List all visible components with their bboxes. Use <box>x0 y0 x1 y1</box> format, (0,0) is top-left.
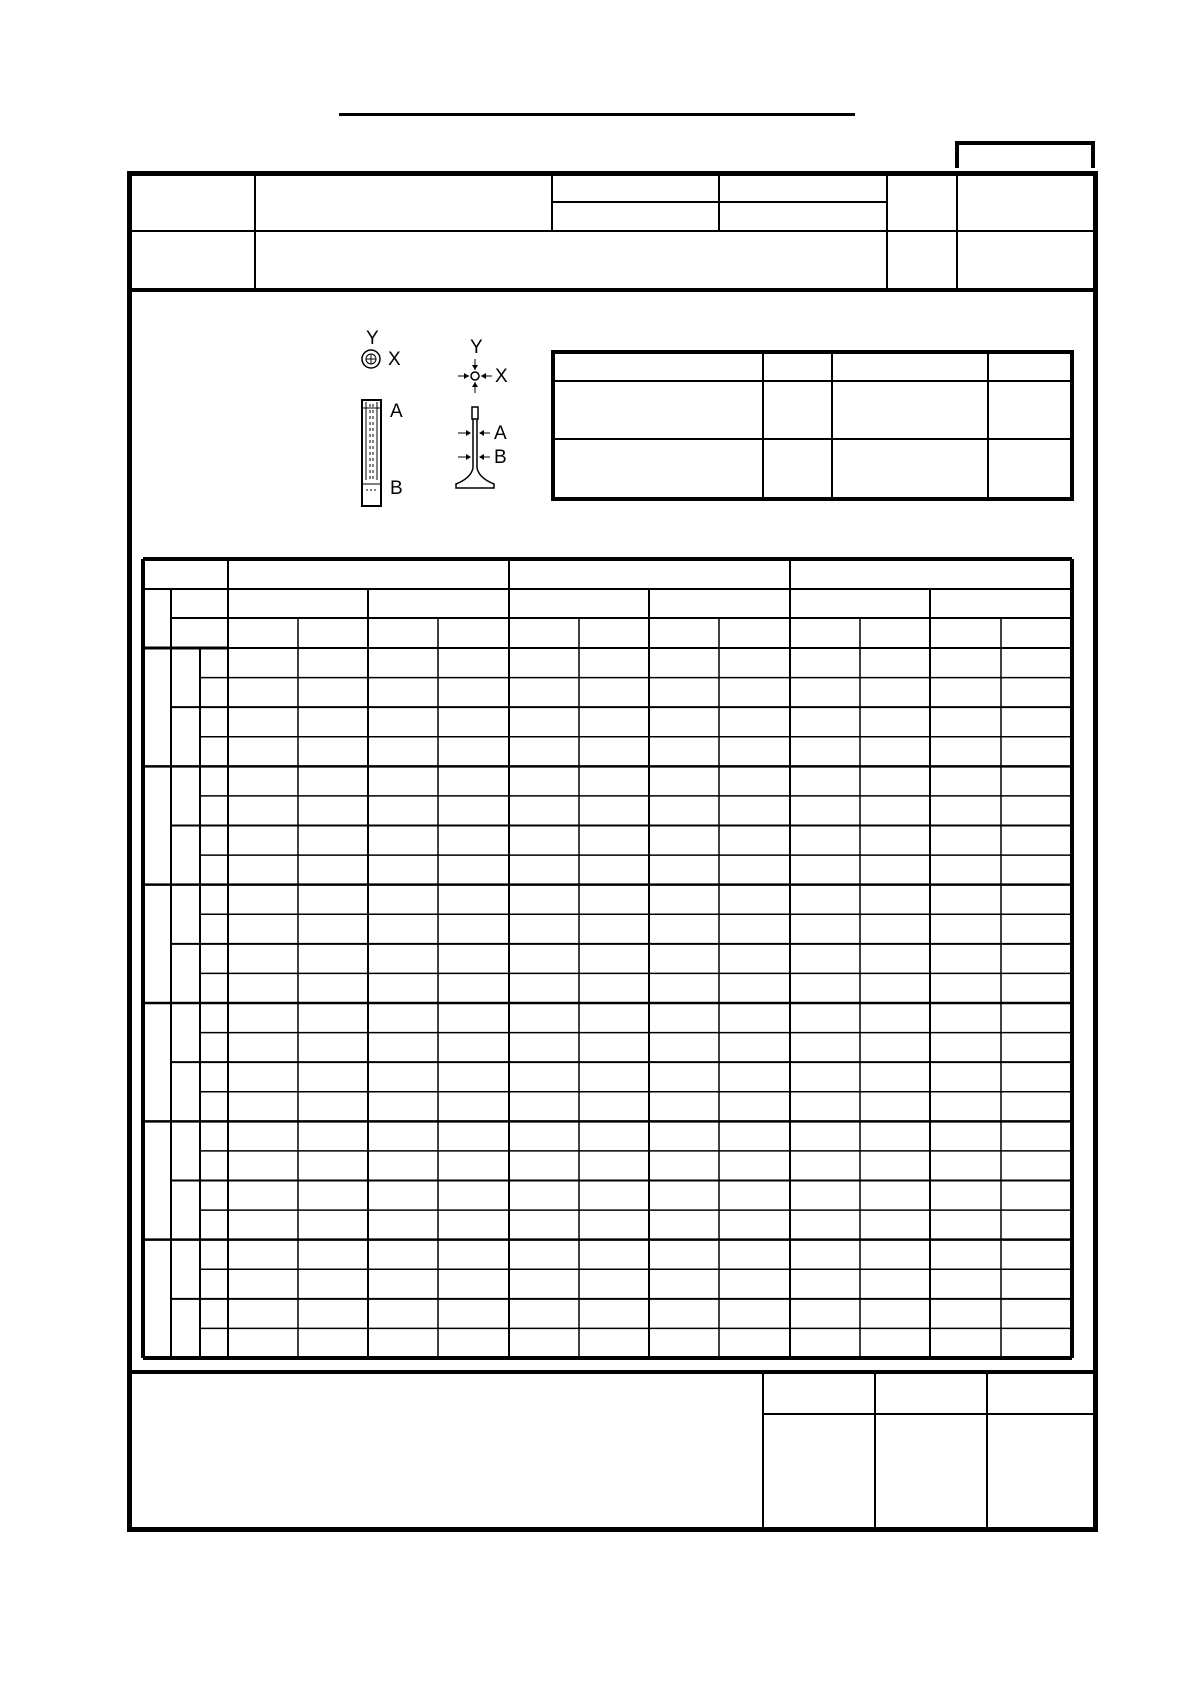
footer-col-2 <box>874 1372 876 1530</box>
guide-axis-y: Y <box>366 328 379 349</box>
footer-sign-line <box>762 1413 1096 1415</box>
guide-point-b: B <box>390 478 403 499</box>
valve-axis-x: X <box>495 366 508 387</box>
valve-point-b: B <box>494 447 507 468</box>
guide-point-a: A <box>390 401 403 422</box>
guide-axis-x: X <box>388 349 401 370</box>
footer-col-3 <box>986 1372 988 1530</box>
valve-point-a: A <box>494 423 507 444</box>
footer-divider-top <box>127 1370 1098 1374</box>
valve-axis-y: Y <box>470 337 483 358</box>
footer-col-1 <box>762 1372 764 1530</box>
